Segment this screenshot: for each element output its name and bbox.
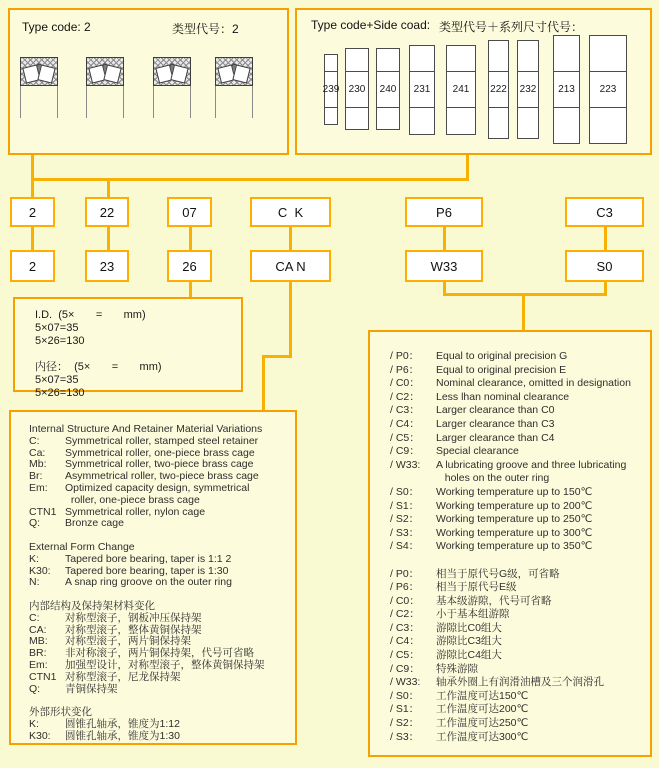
- suffix-code-text: Equal to original precision G: [436, 350, 568, 362]
- suffix-code-code: / C5：: [390, 649, 420, 662]
- suffix-code-text: A lubricating groove and three lubricating: [436, 458, 627, 471]
- series-bar-231: [409, 45, 435, 135]
- suffix-code-code: / S1：: [390, 703, 420, 716]
- suffix-code-code: / C0：: [390, 594, 420, 607]
- suffix-code-text: 工作温度可达250℃: [436, 717, 529, 730]
- suffix-code-text: 游隙比C3组大: [436, 635, 502, 648]
- suffix-code-line: [390, 649, 646, 663]
- suffix-code-text: 游隙比C0组大: [436, 621, 502, 634]
- inner-diameter-line: 5×26=130: [35, 387, 85, 399]
- connector: [604, 227, 607, 250]
- type-code-box: [8, 8, 289, 155]
- series-bar-band: [409, 71, 435, 108]
- bearing-shaft-line: [123, 86, 124, 118]
- internal-structure-line: [29, 719, 289, 731]
- suffix-code-text: 特殊游隙: [436, 662, 478, 675]
- internal-structure-text: Asymmetrical roller, two-piece brass cage: [65, 470, 259, 483]
- series-title-zh: 类型代号＋系列尺寸代号：: [439, 20, 584, 34]
- bearing-outer-ring: [153, 57, 191, 86]
- suffix-code-text: holes on the outer ring: [436, 472, 550, 485]
- suffix-code-code: / S4：: [390, 540, 420, 553]
- inner-diameter-line: 5×07=35: [35, 374, 79, 386]
- internal-structure-line: [29, 601, 289, 613]
- bearing-shaft-line: [215, 86, 216, 118]
- inner-diameter-line: I.D. (5× = mm): [35, 309, 146, 321]
- internal-structure-code: [29, 495, 65, 507]
- suffix-code-code: / C9：: [390, 662, 420, 675]
- inner-diameter-line: [35, 348, 162, 361]
- suffix-code-line: [390, 391, 646, 405]
- internal-structure-code: C:: [29, 611, 40, 624]
- suffix-code-line: [390, 418, 646, 432]
- suffix-code-code: / S2：: [390, 513, 420, 526]
- internal-structure-text: 青铜保持架: [65, 682, 118, 695]
- bearing-roller-right: [37, 64, 55, 83]
- connector: [262, 355, 292, 358]
- series-bar-label: 231: [413, 84, 431, 95]
- suffix-code-code: / P0：: [390, 567, 420, 580]
- inner-diameter-text: [35, 309, 162, 400]
- suffix-code-text: 轴承外圈上有润滑油槽及三个润滑孔: [436, 676, 604, 689]
- bearing-outer-ring: [20, 57, 58, 86]
- code-box-26: 26: [167, 250, 212, 282]
- series-bar-232: [517, 40, 539, 139]
- internal-structure-text: 非对称滚子，两片铜保持架，代号可省略: [65, 647, 254, 660]
- suffix-code-text: Larger clearance than C3: [436, 417, 555, 430]
- bearing-cross-section-icon: [153, 57, 191, 119]
- code-box-P6: P6: [405, 197, 483, 227]
- internal-structure-text: 对称型滚子，钢板冲压保持架: [65, 611, 202, 624]
- suffix-code-text: Working temperature up to 150℃: [436, 485, 593, 498]
- suffix-code-text: Larger clearance than C0: [436, 404, 555, 417]
- internal-structure-code: Q:: [29, 517, 41, 530]
- internal-structure-line: [29, 672, 289, 684]
- internal-structure-text: 加强型设计，对称型滚子，整体黄铜保持架: [65, 658, 265, 671]
- internal-structure-text: 对称型滚子，整体黄铜保持架: [65, 623, 202, 636]
- series-bar-label: 241: [452, 84, 470, 95]
- series-bar-band: [324, 71, 338, 108]
- code-box-C3: C3: [565, 197, 644, 227]
- internal-structure-line: [29, 436, 289, 448]
- bearing-outer-ring: [86, 57, 124, 86]
- suffix-code-code: / C0：: [390, 377, 420, 390]
- suffix-code-line: [390, 703, 646, 717]
- series-bar-222: [488, 40, 509, 139]
- internal-structure-text: 对称型滚子，尼龙保持架: [65, 670, 181, 683]
- inner-diameter-line: 内径： (5× = mm): [35, 361, 162, 373]
- series-bar-241: [446, 45, 476, 135]
- series-bar-239: [324, 54, 338, 125]
- internal-structure-lines: [29, 424, 289, 743]
- internal-structure-code: CTN1: [29, 670, 57, 683]
- series-bar-band: [345, 71, 369, 108]
- bearing-cross-section-icon: [86, 57, 124, 119]
- suffix-code-text: Working temperature up to 300℃: [436, 526, 593, 539]
- code-box-23: 23: [85, 250, 129, 282]
- suffix-code-text: 工作温度可达300℃: [436, 730, 529, 743]
- internal-structure-line: [29, 518, 289, 530]
- code-box-2: 2: [10, 250, 55, 282]
- suffix-code-code: / S3：: [390, 526, 420, 539]
- internal-structure-text: Symmetrical roller, nylon cage: [65, 505, 206, 518]
- suffix-code-line: [390, 676, 646, 690]
- suffix-code-code: / W33:: [390, 458, 421, 471]
- connector: [443, 227, 446, 250]
- suffix-code-code: / C9：: [390, 445, 420, 458]
- internal-structure-code: K30:: [29, 564, 51, 577]
- suffix-code-line: [390, 364, 646, 378]
- suffix-code-line: [390, 459, 646, 473]
- connector: [522, 293, 525, 330]
- internal-structure-code: Ca:: [29, 446, 46, 459]
- suffix-code-code: / S2：: [390, 717, 420, 730]
- suffix-code-code: [390, 472, 436, 486]
- suffix-code-line: [390, 445, 646, 459]
- suffix-code-code: / C2：: [390, 390, 420, 403]
- internal-structure-text: 圆锥孔轴承，锥度为1:12: [65, 717, 180, 730]
- internal-structure-line: [29, 613, 289, 625]
- series-bar-label: 213: [558, 84, 575, 95]
- code-box-22: 22: [85, 197, 129, 227]
- bearing-shaft-line: [86, 86, 87, 118]
- series-bar-213: [553, 35, 580, 144]
- internal-structure-line: [29, 495, 289, 507]
- series-bar-label: 239: [322, 84, 340, 95]
- code-box-CAN: CA N: [250, 250, 331, 282]
- series-bar-223: [589, 35, 627, 144]
- series-bar-label: 223: [599, 84, 617, 95]
- suffix-code-line: [390, 472, 646, 486]
- suffix-code-line: [390, 731, 646, 745]
- internal-structure-code: C:: [29, 434, 40, 447]
- internal-structure-code: K:: [29, 717, 39, 730]
- internal-structure-line: [29, 684, 289, 696]
- suffix-code-code: / P0：: [390, 350, 420, 362]
- series-bar-230: [345, 48, 369, 130]
- bearing-shaft-line: [190, 86, 191, 118]
- series-bar-band: [589, 71, 627, 108]
- suffix-code-line: [390, 500, 646, 514]
- connector: [289, 227, 292, 250]
- suffix-code-code: / C3：: [390, 621, 420, 634]
- internal-structure-line: [29, 660, 289, 672]
- suffix-code-text: 相当于原代号G级，可省略: [436, 567, 560, 580]
- series-bar-band: [517, 71, 539, 108]
- inner-diameter-box: [13, 297, 243, 399]
- suffix-code-text: Nominal clearance, omitted in designation: [436, 377, 631, 390]
- suffix-code-text: 工作温度可达200℃: [436, 703, 529, 716]
- internal-structure-line: [29, 542, 289, 554]
- code-box-W33: W33: [405, 250, 483, 282]
- internal-structure-code: Em:: [29, 658, 48, 671]
- internal-structure-code: Em:: [29, 481, 48, 494]
- suffix-code-line: [390, 581, 646, 595]
- internal-structure-text: 外部形状变化: [29, 706, 92, 719]
- series-bar-band: [488, 71, 509, 108]
- series-bar-240: [376, 48, 400, 130]
- bearing-cross-section-icon: [215, 57, 253, 119]
- suffix-code-code: / S0：: [390, 485, 420, 498]
- suffix-code-text: Larger clearance than C4: [436, 431, 555, 444]
- suffix-code-line: [390, 568, 646, 582]
- series-bar-band: [376, 71, 400, 108]
- internal-structure-code: N:: [29, 576, 40, 589]
- suffix-code-line: [390, 513, 646, 527]
- internal-structure-code: CTN1: [29, 505, 57, 518]
- internal-structure-code: CA:: [29, 623, 47, 636]
- internal-structure-code: MB:: [29, 635, 48, 648]
- suffix-code-code: / S1：: [390, 499, 420, 512]
- suffix-codes-box: [368, 330, 652, 757]
- internal-structure-text: 内部结构及保持架材料变化: [29, 599, 155, 612]
- internal-structure-text: Bronze cage: [65, 517, 124, 530]
- bearing-cross-section-icon: [20, 57, 58, 119]
- suffix-code-text: 游隙比C4组大: [436, 649, 502, 662]
- suffix-code-line: [390, 527, 646, 541]
- suffix-code-text: Working temperature up to 250℃: [436, 513, 593, 526]
- suffix-code-text: 相当于原代号E级: [436, 581, 517, 594]
- type-code-title-zh: 类型代号：2: [172, 22, 239, 36]
- suffix-code-line: [390, 554, 646, 568]
- series-bar-label: 240: [379, 84, 397, 95]
- suffix-code-text: 小于基本组游隙: [436, 608, 510, 621]
- type-code-title-en: Type code: 2: [22, 20, 91, 34]
- connector: [189, 227, 192, 250]
- code-box-CK: C K: [250, 197, 331, 227]
- suffix-code-text: Working temperature up to 200℃: [436, 499, 593, 512]
- internal-structure-text: Optimized capacity design, symmetrical: [65, 481, 250, 494]
- suffix-code-text: Working temperature up to 350℃: [436, 540, 593, 553]
- suffix-code-text: Equal to original precision E: [436, 363, 567, 376]
- suffix-code-line: [390, 635, 646, 649]
- code-box-07: 07: [167, 197, 212, 227]
- internal-structure-code: K:: [29, 552, 39, 565]
- bearing-roller-right: [170, 64, 188, 83]
- internal-structure-code: Q:: [29, 682, 41, 695]
- suffix-code-line: [390, 717, 646, 731]
- internal-structure-line: [29, 554, 289, 566]
- internal-structure-text: Internal Structure And Retainer Material Variations: [29, 423, 263, 435]
- suffix-code-code: / C5：: [390, 431, 420, 444]
- connector: [443, 293, 607, 296]
- series-bar-band: [553, 71, 580, 108]
- connector: [31, 227, 34, 250]
- series-bar-label: 222: [490, 84, 507, 95]
- bearing-outer-ring: [215, 57, 253, 86]
- series-code-box: [295, 8, 652, 155]
- suffix-code-line: [390, 486, 646, 500]
- suffix-code-line: [390, 540, 646, 554]
- bearing-shaft-line: [153, 86, 154, 118]
- suffix-code-code: / P6：: [390, 581, 420, 594]
- connector: [289, 282, 292, 358]
- connector: [107, 227, 110, 250]
- connector-bus: [31, 178, 469, 181]
- suffix-code-text: Special clearance: [436, 445, 519, 458]
- code-box-2: 2: [10, 197, 55, 227]
- suffix-code-line: [390, 690, 646, 704]
- suffix-code-line: [390, 350, 646, 364]
- internal-structure-text: 对称型滚子，两片铜保持架: [65, 635, 191, 648]
- suffix-code-line: [390, 404, 646, 418]
- suffix-code-line: [390, 595, 646, 609]
- internal-structure-text: Tapered bore bearing, taper is 1:1 2: [65, 552, 232, 565]
- suffix-code-code: / C4：: [390, 417, 420, 430]
- connector: [107, 178, 110, 197]
- internal-structure-box: [9, 410, 297, 745]
- bearing-roller-right: [103, 64, 121, 83]
- series-title-en: Type code+Side coad:: [311, 18, 431, 32]
- internal-structure-line: [29, 731, 289, 743]
- internal-structure-text: Symmetrical roller, two-piece brass cage: [65, 458, 254, 471]
- series-bar-label: 232: [519, 84, 537, 95]
- suffix-code-lines: [390, 350, 646, 744]
- suffix-code-text: [390, 554, 393, 568]
- suffix-code-code: / P6：: [390, 363, 420, 376]
- internal-structure-text: A snap ring groove on the outer ring: [65, 576, 232, 589]
- suffix-code-line: [390, 377, 646, 391]
- bearing-shaft-line: [252, 86, 253, 118]
- suffix-code-code: / S3：: [390, 730, 420, 743]
- suffix-code-code: / C4：: [390, 635, 420, 648]
- internal-structure-code: BR:: [29, 647, 47, 660]
- suffix-code-line: [390, 432, 646, 446]
- connector: [189, 282, 192, 297]
- internal-structure-text: External Form Change: [29, 540, 135, 553]
- code-box-S0: S0: [565, 250, 644, 282]
- suffix-code-text: 工作温度可达150℃: [436, 689, 529, 702]
- internal-structure-text: 圆锥孔轴承，锥度为1:30: [65, 729, 180, 742]
- inner-diameter-line: 5×07=35: [35, 322, 79, 334]
- suffix-code-text: Less lhan nominal clearance: [436, 390, 570, 403]
- suffix-code-text: 基本级游隙，代号可省略: [436, 594, 552, 607]
- suffix-code-code: / W33:: [390, 676, 421, 689]
- internal-structure-text: roller, one-piece brass cage: [65, 493, 200, 506]
- connector: [262, 355, 265, 410]
- internal-structure-text: Symmetrical roller, one-piece brass cage: [65, 446, 255, 459]
- internal-structure-code: K30:: [29, 729, 51, 742]
- connector: [31, 155, 34, 197]
- internal-structure-line: [29, 483, 289, 495]
- bearing-shaft-line: [57, 86, 58, 118]
- suffix-code-code: / C2：: [390, 608, 420, 621]
- bearing-shaft-line: [20, 86, 21, 118]
- series-bar-band: [446, 71, 476, 108]
- inner-diameter-line: 5×26=130: [35, 335, 85, 347]
- suffix-code-code: / S0：: [390, 689, 420, 702]
- internal-structure-text: Tapered bore bearing, taper is 1:30: [65, 564, 229, 577]
- suffix-code-code: / C3：: [390, 404, 420, 417]
- internal-structure-line: [29, 577, 289, 589]
- internal-structure-text: Symmetrical roller, stamped steel retainer: [65, 434, 259, 447]
- internal-structure-code: Br:: [29, 470, 43, 483]
- internal-structure-code: Mb:: [29, 458, 47, 471]
- series-bar-label: 230: [348, 84, 366, 95]
- suffix-code-line: [390, 622, 646, 636]
- bearing-roller-right: [232, 64, 250, 83]
- suffix-code-line: [390, 608, 646, 622]
- suffix-code-line: [390, 663, 646, 677]
